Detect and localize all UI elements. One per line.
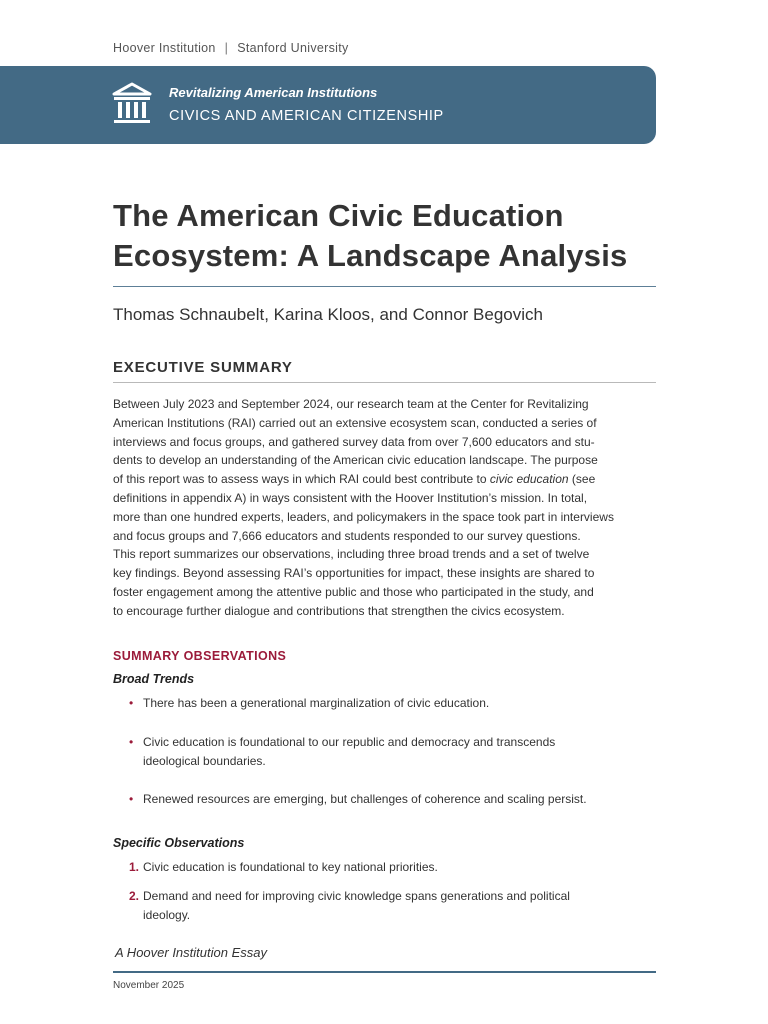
document-title bbox=[113, 196, 673, 276]
exec-line: American Institutions (RAI) carried out an extensive ecosystem scan, conducted a series of bbox=[113, 415, 597, 430]
exec-line: to encourage further dialogue and contributions that strengthen the civics ecosystem. bbox=[113, 603, 565, 618]
exec-emphasis: civic education bbox=[489, 472, 569, 487]
numbered-item bbox=[129, 858, 649, 877]
item-number: 2. bbox=[129, 889, 140, 903]
list-item-text: Renewed resources are emerging, but challenges of coherence and scaling persist. bbox=[143, 792, 587, 806]
exec-line: key findings. Beyond assessing RAI’s opportunities for impact, these insights are shared to bbox=[113, 566, 595, 581]
numbered-item-text bbox=[143, 887, 649, 925]
series-title: Revitalizing American Institutions bbox=[169, 85, 378, 100]
essay-label: A Hoover Institution Essay bbox=[115, 945, 267, 960]
title-line-2: Ecosystem: A Landscape Analysis bbox=[113, 238, 628, 273]
numbered-item-text: Civic education is foundational to key national priorities. bbox=[143, 860, 438, 874]
list-item-line: Civic education is foundational to our republic and democracy and transcends bbox=[143, 735, 556, 749]
list-item bbox=[129, 694, 649, 713]
numbered-item-line: Demand and need for improving civic knowledge spans generations and political bbox=[143, 889, 570, 903]
list-item-text bbox=[143, 733, 649, 771]
publication-date: November 2025 bbox=[113, 980, 185, 991]
affiliation-stanford: Stanford University bbox=[237, 41, 349, 55]
list-item bbox=[129, 733, 649, 771]
series-subtitle: CIVICS AND AMERICAN CITIZENSHIP bbox=[169, 108, 444, 124]
exec-line: interviews and focus groups, and gathered survey data from over 7,600 educators and stu- bbox=[113, 434, 595, 449]
exec-line: and focus groups and 7,666 educators and students responded to our survey questions. bbox=[113, 528, 581, 543]
affiliation-hoover: Hoover Institution bbox=[113, 41, 216, 55]
numbered-item bbox=[129, 887, 649, 925]
item-number: 1. bbox=[129, 860, 140, 874]
affiliation-separator: | bbox=[224, 41, 229, 55]
exec-line: dents to develop an understanding of the American civic education landscape. The purpose bbox=[113, 453, 598, 468]
exec-line: Between July 2023 and September 2024, our research team at the Center for Revitalizing bbox=[113, 397, 589, 411]
title-divider bbox=[113, 286, 656, 287]
executive-summary-divider bbox=[113, 382, 656, 383]
specific-observations-heading: Specific Observations bbox=[113, 836, 245, 850]
exec-line: (see bbox=[568, 472, 596, 487]
list-item-text: There has been a generational marginalization of civic education. bbox=[143, 696, 490, 710]
authors: Thomas Schnaubelt, Karina Kloos, and Connor Begovich bbox=[113, 305, 543, 324]
summary-observations-heading: SUMMARY OBSERVATIONS bbox=[113, 649, 287, 663]
broad-trends-heading: Broad Trends bbox=[113, 672, 195, 686]
numbered-item-line: ideology. bbox=[143, 908, 191, 922]
bullet-marker: • bbox=[129, 735, 134, 749]
executive-summary-body bbox=[113, 395, 661, 621]
bullet-marker: • bbox=[129, 792, 134, 806]
series-banner bbox=[0, 66, 656, 144]
institution-building-icon bbox=[112, 82, 152, 126]
executive-summary-heading: EXECUTIVE SUMMARY bbox=[113, 359, 293, 376]
exec-line: more than one hundred experts, leaders, and policymakers in the space took part in interviews bbox=[113, 509, 614, 524]
exec-line: This report summarizes our observations, including three broad trends and a set of twelve bbox=[113, 547, 590, 562]
exec-line: foster engagement among the attentive public and those who participated in the study, and bbox=[113, 584, 594, 599]
bullet-marker: • bbox=[129, 696, 134, 710]
exec-line: definitions in appendix A) in ways consistent with the Hoover Institution’s mission. In total, bbox=[113, 490, 588, 505]
list-item bbox=[129, 790, 649, 809]
affiliation-line bbox=[113, 41, 349, 55]
list-item-line: ideological boundaries. bbox=[143, 754, 266, 768]
footer-divider bbox=[113, 971, 656, 973]
title-line-1: The American Civic Education bbox=[113, 198, 564, 233]
exec-line: of this report was to assess ways in which RAI could best contribute to bbox=[113, 472, 490, 487]
